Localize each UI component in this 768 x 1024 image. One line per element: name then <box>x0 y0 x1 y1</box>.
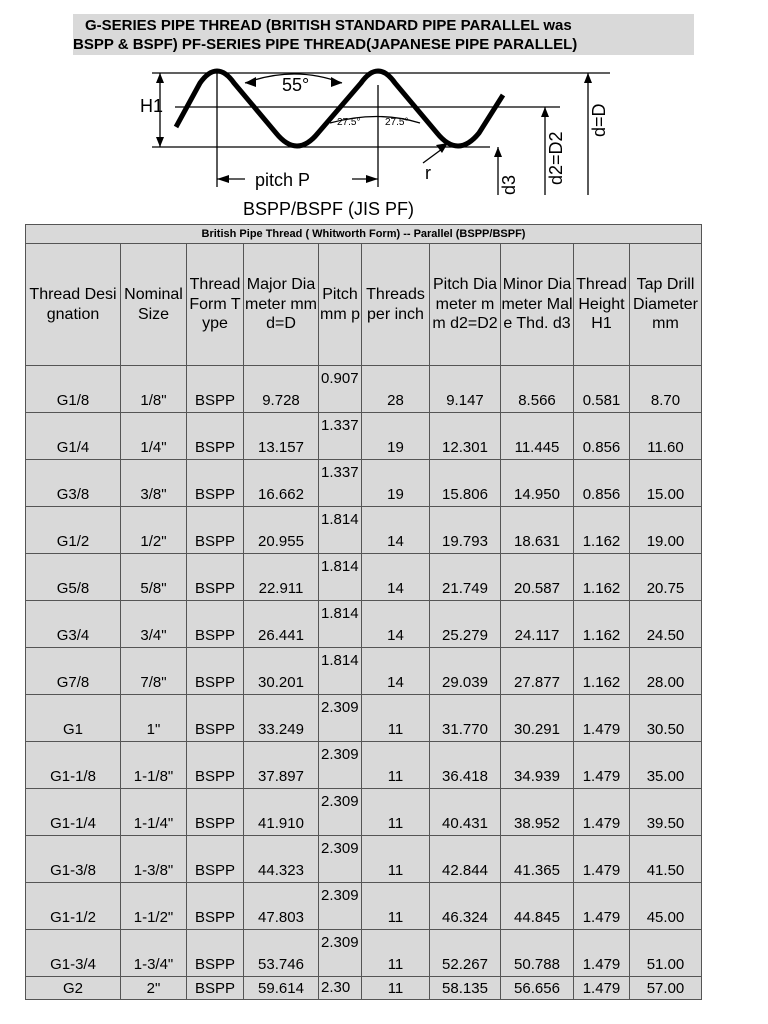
column-header: Nominal Size <box>121 244 187 366</box>
table-cell: 11 <box>362 977 430 1000</box>
column-header: Thread Designation <box>26 244 121 366</box>
table-cell: G1-1/8 <box>26 742 121 789</box>
table-cell: 20.955 <box>244 507 319 554</box>
table-cell: BSPP <box>187 554 244 601</box>
table-cell: 2.309 <box>319 836 362 883</box>
table-cell: 1-1/8" <box>121 742 187 789</box>
table-cell: 42.844 <box>430 836 501 883</box>
table-cell: 1-3/4" <box>121 930 187 977</box>
pitch-label: pitch P <box>255 170 311 190</box>
table-cell: 30.201 <box>244 648 319 695</box>
table-cell: 9.728 <box>244 366 319 413</box>
table-header-row <box>26 244 702 366</box>
table-cell: BSPP <box>187 977 244 1000</box>
half-angle-left-label: 27.5° <box>337 117 361 128</box>
table-cell: 37.897 <box>244 742 319 789</box>
table-row <box>26 413 702 460</box>
table-cell: 46.324 <box>430 883 501 930</box>
table-cell: 13.157 <box>244 413 319 460</box>
table-cell: G1/2 <box>26 507 121 554</box>
table-row <box>26 554 702 601</box>
table-row <box>26 507 702 554</box>
table-cell: 11 <box>362 742 430 789</box>
table-cell: 1/2" <box>121 507 187 554</box>
table-cell: 8.70 <box>630 366 702 413</box>
table-cell: 22.911 <box>244 554 319 601</box>
table-cell: G1/4 <box>26 413 121 460</box>
d-label: d=D <box>589 103 609 137</box>
table-cell: 2.309 <box>319 930 362 977</box>
table-cell: BSPP <box>187 460 244 507</box>
column-header: Thread Height H1 <box>574 244 630 366</box>
table-cell: 8.566 <box>501 366 574 413</box>
table-row <box>26 836 702 883</box>
table-cell: 28.00 <box>630 648 702 695</box>
table-cell: BSPP <box>187 742 244 789</box>
table-row <box>26 789 702 836</box>
table-cell: 56.656 <box>501 977 574 1000</box>
table-cell: 30.50 <box>630 695 702 742</box>
table-cell: 2.309 <box>319 742 362 789</box>
column-header: Major Diameter mm d=D <box>244 244 319 366</box>
table-cell: 1.814 <box>319 648 362 695</box>
table-cell: G1 <box>26 695 121 742</box>
table-cell: BSPP <box>187 601 244 648</box>
title-line-1: G-SERIES PIPE THREAD (BRITISH STANDARD PIPE PARALLEL was <box>85 17 572 34</box>
table-cell: 53.746 <box>244 930 319 977</box>
table-cell: 39.50 <box>630 789 702 836</box>
table-cell: 24.50 <box>630 601 702 648</box>
table-cell: G1-1/2 <box>26 883 121 930</box>
table-cell: BSPP <box>187 930 244 977</box>
table-cell: G3/8 <box>26 460 121 507</box>
table-cell: 15.00 <box>630 460 702 507</box>
table-cell: 24.117 <box>501 601 574 648</box>
table-cell: 58.135 <box>430 977 501 1000</box>
table-cell: 30.291 <box>501 695 574 742</box>
table-cell: 1.479 <box>574 742 630 789</box>
table-cell: 1.814 <box>319 554 362 601</box>
table-cell: 14.950 <box>501 460 574 507</box>
table-cell: 1.162 <box>574 648 630 695</box>
column-header: Minor Diameter Male Thd. d3 <box>501 244 574 366</box>
table-cell: 20.587 <box>501 554 574 601</box>
table-cell: 19 <box>362 460 430 507</box>
table-cell: 11 <box>362 695 430 742</box>
table-cell: 59.614 <box>244 977 319 1000</box>
table-cell: 19.793 <box>430 507 501 554</box>
table-cell: 11.60 <box>630 413 702 460</box>
table-cell: 12.301 <box>430 413 501 460</box>
table-cell: 11 <box>362 789 430 836</box>
table-cell: 2.309 <box>319 883 362 930</box>
table-caption: British Pipe Thread ( Whitworth Form) -- Parallel (BSPP/BSPF) <box>26 225 702 244</box>
table-cell: 1.162 <box>574 601 630 648</box>
table-cell: 5/8" <box>121 554 187 601</box>
table-cell: 1-3/8" <box>121 836 187 883</box>
table-cell: 38.952 <box>501 789 574 836</box>
table-cell: G1-3/4 <box>26 930 121 977</box>
table-cell: 50.788 <box>501 930 574 977</box>
table-cell: G1-3/8 <box>26 836 121 883</box>
table-cell: 0.856 <box>574 413 630 460</box>
table-cell: 1.479 <box>574 789 630 836</box>
table-cell: 47.803 <box>244 883 319 930</box>
table-cell: 1.479 <box>574 836 630 883</box>
h1-label: H1 <box>140 96 164 116</box>
table-cell: 1/8" <box>121 366 187 413</box>
table-cell: 14 <box>362 507 430 554</box>
table-row <box>26 366 702 413</box>
table-cell: 0.856 <box>574 460 630 507</box>
table-cell: 1.814 <box>319 507 362 554</box>
table-cell: 21.749 <box>430 554 501 601</box>
table-cell: 41.50 <box>630 836 702 883</box>
table-cell: BSPP <box>187 648 244 695</box>
table-row <box>26 977 702 1000</box>
table-cell: G1-1/4 <box>26 789 121 836</box>
table-cell: 11 <box>362 930 430 977</box>
table-cell: BSPP <box>187 836 244 883</box>
table-cell: 1.337 <box>319 413 362 460</box>
table-cell: BSPP <box>187 695 244 742</box>
table-cell: 11 <box>362 883 430 930</box>
table-cell: 35.00 <box>630 742 702 789</box>
d2-label: d2=D2 <box>546 131 566 185</box>
table-cell: 14 <box>362 601 430 648</box>
table-cell: 36.418 <box>430 742 501 789</box>
table-cell: 19 <box>362 413 430 460</box>
table-row <box>26 460 702 507</box>
table-cell: 40.431 <box>430 789 501 836</box>
table-cell: 14 <box>362 554 430 601</box>
r-label: r <box>425 163 431 183</box>
table-cell: G7/8 <box>26 648 121 695</box>
table-cell: 1/4" <box>121 413 187 460</box>
table-row <box>26 695 702 742</box>
table-cell: 7/8" <box>121 648 187 695</box>
column-header: Pitch Diameter mm d2=D2 <box>430 244 501 366</box>
table-cell: 41.910 <box>244 789 319 836</box>
table-cell: 1" <box>121 695 187 742</box>
table-row <box>26 883 702 930</box>
table-cell: 11 <box>362 836 430 883</box>
column-header: Pitch mm p <box>319 244 362 366</box>
table-cell: 1.479 <box>574 883 630 930</box>
table-cell: 1.479 <box>574 695 630 742</box>
table-cell: G2 <box>26 977 121 1000</box>
table-cell: BSPP <box>187 507 244 554</box>
table-cell: 1.814 <box>319 601 362 648</box>
table-cell: 41.365 <box>501 836 574 883</box>
table-cell: 33.249 <box>244 695 319 742</box>
column-header: Tap Drill Diameter mm <box>630 244 702 366</box>
table-cell: 15.806 <box>430 460 501 507</box>
table-cell: 16.662 <box>244 460 319 507</box>
table-cell: 51.00 <box>630 930 702 977</box>
table-row <box>26 601 702 648</box>
table-cell: 44.845 <box>501 883 574 930</box>
table-cell: 26.441 <box>244 601 319 648</box>
table-cell: 1.162 <box>574 554 630 601</box>
table-cell: 1.479 <box>574 977 630 1000</box>
table-cell: G1/8 <box>26 366 121 413</box>
table-body <box>26 225 702 1000</box>
table-cell: 19.00 <box>630 507 702 554</box>
table-row <box>26 742 702 789</box>
table-cell: 1-1/4" <box>121 789 187 836</box>
table-cell: BSPP <box>187 413 244 460</box>
table-cell: 0.907 <box>319 366 362 413</box>
table-cell: BSPP <box>187 366 244 413</box>
table-cell: BSPP <box>187 883 244 930</box>
table-cell: 29.039 <box>430 648 501 695</box>
table-cell: 11.445 <box>501 413 574 460</box>
diagram-caption: BSPP/BSPF (JIS PF) <box>243 199 415 219</box>
table-row <box>26 930 702 977</box>
table-cell: 52.267 <box>430 930 501 977</box>
table-cell: 44.323 <box>244 836 319 883</box>
table-cell: 18.631 <box>501 507 574 554</box>
table-cell: 2.309 <box>319 789 362 836</box>
column-header: Threads per inch <box>362 244 430 366</box>
table-cell: 25.279 <box>430 601 501 648</box>
table-cell: 28 <box>362 366 430 413</box>
table-cell: 3/8" <box>121 460 187 507</box>
column-header: Thread Form Type <box>187 244 244 366</box>
table-cell: 1.337 <box>319 460 362 507</box>
table-cell: G5/8 <box>26 554 121 601</box>
table-cell: 1.479 <box>574 930 630 977</box>
table-cell: 20.75 <box>630 554 702 601</box>
table-cell: 2" <box>121 977 187 1000</box>
thread-table <box>25 224 702 1000</box>
table-cell: 1.162 <box>574 507 630 554</box>
table-cell: G3/4 <box>26 601 121 648</box>
table-cell: 1-1/2" <box>121 883 187 930</box>
table-cell: 57.00 <box>630 977 702 1000</box>
table-cell: 2.30 <box>319 977 362 1000</box>
table-cell: 14 <box>362 648 430 695</box>
table-row <box>26 648 702 695</box>
table-cell: BSPP <box>187 789 244 836</box>
angle-label: 55° <box>282 75 310 95</box>
r-leader <box>423 149 442 163</box>
d3-label: d3 <box>499 174 519 195</box>
table-cell: 34.939 <box>501 742 574 789</box>
table-cell: 27.877 <box>501 648 574 695</box>
title-line-2: BSPP & BSPF) PF-SERIES PIPE THREAD(JAPANESE PIPE PARALLEL) <box>73 36 578 53</box>
table-cell: 3/4" <box>121 601 187 648</box>
page-title <box>73 14 694 55</box>
table-cell: 45.00 <box>630 883 702 930</box>
thread-profile-diagram <box>0 55 768 225</box>
table-cell: 9.147 <box>430 366 501 413</box>
table-cell: 31.770 <box>430 695 501 742</box>
half-angle-right-label: 27.5° <box>385 117 409 128</box>
table-cell: 0.581 <box>574 366 630 413</box>
table-cell: 2.309 <box>319 695 362 742</box>
